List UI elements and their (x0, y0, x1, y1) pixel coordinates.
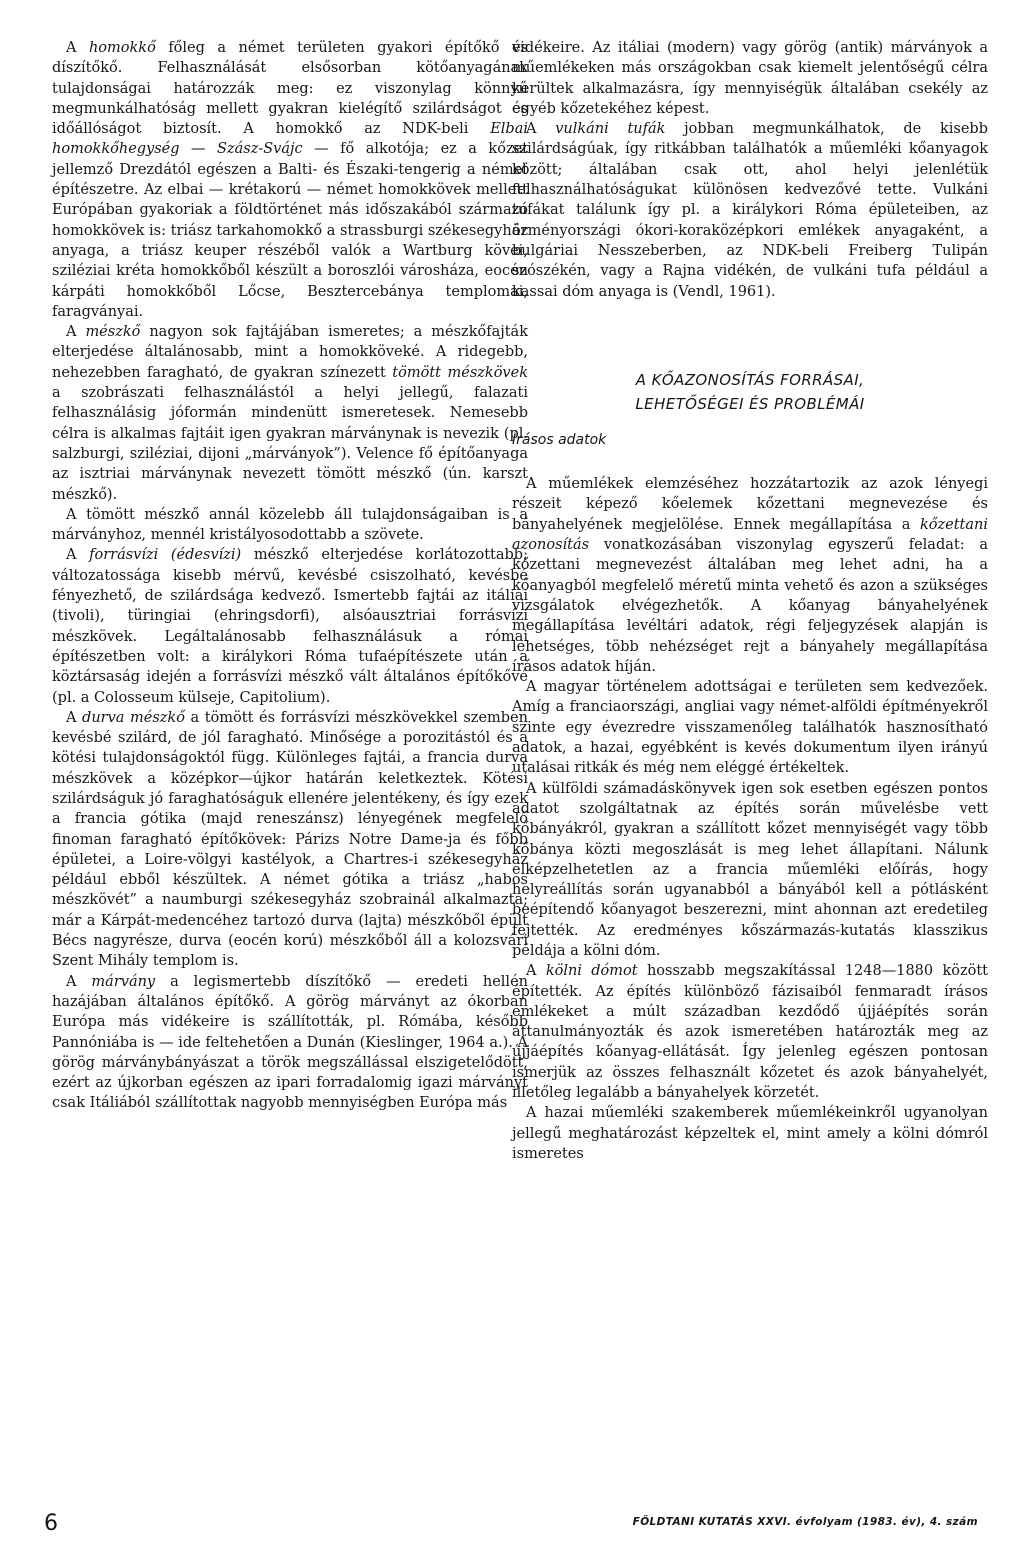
text-run: A (66, 547, 90, 564)
paragraph-magyar-tortenelem: A magyar történelem adottságai e területen sem kedvezőek. Amíg a franciaországi, angliai vagy német-alföldi építményekről szinte egy évezredre visszamenőleg találhatók hasznosítható adatok, a hazai, egyébként is kevés dokumentum ilyen irányú utalásai ritkák és még nem eléggé értékeltek. (512, 679, 988, 777)
section-heading (512, 368, 988, 416)
paragraph-durva-meszko (52, 708, 528, 972)
paragraph-kulfoldi-szamadaskonyvek: A külföldi számadáskönyvek igen sok esetben egészen pontos adatot szolgáltatnak az építés során művelésbe vett kőbányákról, gyakran a szállított kőzet mennyiségét vagy több kőbánya közti megoszlását is meg lehet állapítani. Nálunk elképzelhetetlen az a francia műemléki előírás, hogy helyreállítás során ugyanabból a bányából kell a pótlásként beépítendő kőanyagot beszerezni, mint ahonnan azt eredetileg fejtették. Az eredményes kőszármazás-kutatás klasszikus példája a kölni dóm. (512, 780, 988, 959)
text-run: — fő alkotója; ez a kőzet jellemző Drezdától egészen a Balti- és Északi-tengerig a német építészetre. Az elbai — krétakorú — német homokkövek mellett Európában gyakoriak a földtörténet más időszakából származó homokkövek is: triász tarkahomokkő a strassburgi székesegyház anyaga, a triász keuper részéből valók a Wartburg kövei, sziléziai kréta homokkőből készült a boroszlói városháza, eocén kárpáti homokkőből Lőcse, Besztercebánya templomai, faragványai. (52, 141, 528, 320)
section-heading-line: A KŐAZONOSÍTÁS FORRÁSAI, (635, 370, 865, 389)
emphasis: forrásvízi (édesvízi) (89, 547, 242, 564)
paragraph-vulkani-tufak (512, 119, 988, 302)
paragraph-kozettani-azonositas (512, 474, 988, 677)
emphasis: kőzettani azonosítás (512, 516, 988, 554)
subsection-heading: Írásos adatok (512, 431, 607, 448)
text-run: hosszabb megszakítással 1248—1880 között építették. Az építés különböző fázisaiból fenmaradt írásos emlékeket a múlt században kezdődő újjáépítés során áttanulmányozták és azok ismeretében határozták meg az újjáépítés kőanyag-ellátását. Így jelenleg egészen pontosan ismerjük az összes felhasznált kőzetet és azok bányahelyét, illetőleg legalább a bányahelyek körzetét. (512, 963, 988, 1102)
section-heading-line: LEHETŐSÉGEI ÉS PROBLÉMÁI (635, 394, 865, 413)
text-run: főleg a német területen gyakori építőkő és díszítőkő. Felhasználását elsősorban kötőanyagának tulajdonságai határozzák meg: ez viszonylag könnyű megmunkálhatóság mellett gyakran kielégítő szilárdságot és időállóságot biztosít. A homokkő az NDK-beli (52, 40, 528, 138)
text-run: nagyon sok fajtájában ismeretes; a mészkőfajták elterjedése általánosabb, mint a homokköveké. A ridegebb, nehezebben faragható, de gyakran színezett (52, 324, 528, 381)
running-footer: FÖLDTANI KUTATÁS XXVI. évfolyam (1983. év), 4. szám (632, 1516, 978, 1528)
emphasis: kölni dómot (545, 963, 638, 980)
paragraph-kolni-dom (512, 961, 988, 1103)
text-run: a tömött és forrásvízi mészkövekkel szemben kevésbé szilárd, de jól faragható. Minősége a porozitástól és a kötési tulajdonságoktól függ. Különleges fajtái, a francia durva mészkövek a középkor—újkor határán keletkeztek. Kötési szilárdságuk jó faraghatóságuk ellenére jelentékeny, és így ezek a francia gótika (majd reneszánsz) lényegének megfelelő finoman faragható építőkövek: Párizs Notre Dame-ja és főbb épületei, a Loire-völgyi kastélyok, a Chartres-i székesegyház például ebből készültek. A német gótika a triász „habos mészkövét” a naumburgi székesegyház szobrainál alkalmazta; már a Kárpát-medencéhez tartozó durva (lajta) mészkőből épült Bécs nagyrésze, durva (eocén korú) mészkőből áll a kolozsvári Szent Mihály templom is. (52, 709, 528, 970)
text-run: A (66, 973, 92, 990)
emphasis: Elbai homokkőhegység — Szász-Svájc (52, 121, 528, 158)
emphasis: durva mészkő (82, 709, 185, 726)
text-run: mészkő elterjedése korlátozottabb; változatossága kisebb mérvű, kevésbé csiszolható, kevésbé fényezhető, de szilárdsága kedvező. Ismertebb fajtái az itáliai (tivoli), türingiai (ehringsdorfi), alsóausztriai forrásvízi mészkövek. Legáltalánosabb felhasználásuk a római építészetben volt: a királykori Róma tufaépítészete után a köztársaság idején a forrásvízi mészkő vált általános építőkővé (pl. a Colosseum külseje, Capitolium). (52, 547, 528, 706)
paragraph-marvany-continued: vidékeire. Az itáliai (modern) vagy görög (antik) márványok a műemlékeken más országokban csak kiemelt jelentőségű célra kerültek alkalmazásra, így mennyiségük általában csekély az egyéb kőzetekéhez képest. (512, 40, 988, 117)
paragraph-meszko (52, 322, 528, 505)
right-column (512, 38, 988, 1164)
text-run: A (66, 324, 86, 341)
paragraph-forrasvizi (52, 545, 528, 707)
left-column (52, 38, 528, 1114)
emphasis: mészkő (85, 324, 141, 341)
text-run: vonatkozásában viszonylag egyszerű feladat: a kőzettani megnevezést általában meg lehet adni, ha a kőanyagból megfelelő méretű minta vehető és azon a szükséges vizsgálatok elvégezhetők. A kőanyag bányahelyének megállapítása levéltári adatok, régi feljegyzések alapján is lehetséges, több nehézséget rejt a bányahely megállapítása írásos adatok híján. (512, 537, 988, 675)
emphasis: márvány (91, 973, 156, 990)
emphasis: tömött mészkövek (392, 364, 528, 381)
page-number: 6 (44, 1511, 58, 1536)
emphasis: vulkáni tufák (555, 121, 666, 138)
paragraph-homokko (52, 38, 528, 322)
text-run: a legismertebb díszítőkő — eredeti hellén hazájában általános építőkő. A görög márványt az ókorban Európa más vidékeire is szállították, pl. Rómába, később Pannóniába is — ide feltehetően a Dunán (Kieslinger, 1964 a.). A görög márványbányászat a török megszállással elszigetelődött, ezért az újkorban egészen az ipari forradalomig igazi márványt csak Itáliából szállítottak nagyobb mennyiségben Európa más (52, 973, 528, 1112)
text-run: A (66, 40, 89, 56)
emphasis: homokkő (88, 40, 156, 56)
paragraph-hazai-szakemberek: A hazai műemléki szakemberek műemlékeinkről ugyanolyan jellegű meghatározást képzeltek el, mint amely a kölni dómról ismeretes (512, 1105, 988, 1162)
text-run: A (66, 709, 83, 726)
text-run: A (526, 121, 556, 138)
text-run: jobban megmunkálhatok, de kisebb szilárdságúak, így ritkábban találhatók a műemléki kőanyagok között; általában csak ott, ahol helyi jelenlétük felhasználhatóságukat különösen kedvezővé tette. Vulkáni tufákat találunk így pl. a királykori Róma épületeiben, az örményországi ókori-koraközépkori emlékek anyagaként, a bulgáriai Nesszeberben, az NDK-beli Freiberg Tulipán szószékén, vagy a Rajna vidékén, de vulkáni tufa például a kassai dóm anyaga is (Vendl, 1961). (512, 121, 988, 300)
text-run: A (526, 963, 546, 980)
text-run: A műemlékek elemzéséhez hozzátartozik az azok lényegi részeit képező kőelemek kőzettani megnevezése és bányahelyének megjelölése. Ennek megállapítása a (512, 476, 988, 533)
paragraph-marvany (52, 972, 528, 1114)
paragraph-tomott-meszko: A tömött mészkő annál közelebb áll tulajdonságaiban is a márványhoz, mennél kristályosodottabb a szövete. (52, 506, 528, 544)
text-run: a szobrászati felhasználástól a helyi jellegű, falazati felhasználásig jóformán mindenütt ismeretesek. Nemesebb célra is alkalmas fajtáit igen gyakran márványnak is nevezik (pl. salzburgi, sziléziai, dijoni „márványok”). Velence fő építőanyaga az isztriai márványnak nevezett tömött mészkő (ún. karszt mészkő). (52, 385, 528, 503)
